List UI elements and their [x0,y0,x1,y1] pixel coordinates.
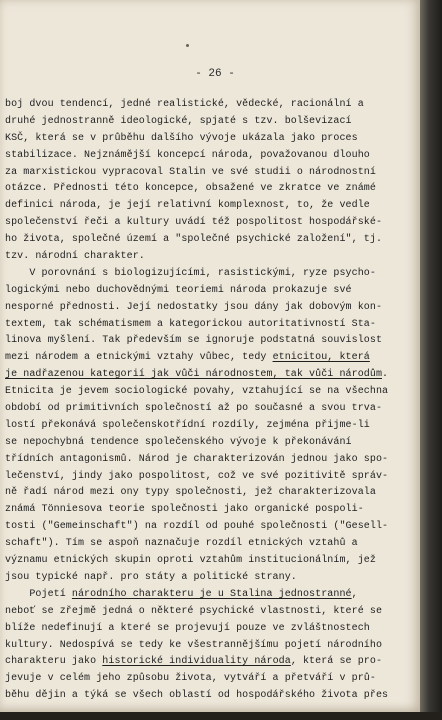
text-segment: společenství řeči a kultury uvádí též pospolitost hospodářské- [5,217,383,229]
text-segment: ho života, společné území a "společné psychické založení", tj. [5,234,383,246]
text-line [5,570,417,587]
text-segment: lostí překonává společenskotřídní rozdíly, zejména přijme-li [5,419,370,431]
text-line [5,114,417,131]
page-bottom-shadow [0,712,442,720]
text-segment: charakteru jako [5,656,103,668]
text-segment: linova myšlení. Tak především se ignoruje podstatná souvislost [5,335,383,347]
page-number: - 26 - [195,68,235,80]
text-line [5,181,417,198]
text-segment: tzv. národní charakter. [5,251,145,263]
text-segment: za marxistickou vypracoval Stalin ve své studii o národnostní [5,166,376,178]
text-segment: ně řadí národ mezi ony typy společnosti, jež charakterizovala [5,487,376,499]
text-segment: schaft"). Tím se aspoň naznačuje rozdíl etnických vztahů a [5,538,358,550]
text-line [5,266,417,283]
text-segment: lečenství, jindy jako pospolitost, což ve své pozitivitě správ- [5,470,389,482]
text-segment: mezi národem a etnickými vztahy vůbec, tedy [5,352,273,364]
text-segment: blíže nedefinují a které se projevují pouze ve zvláštnostech [5,622,370,634]
text-line [5,688,417,705]
text-segment: neboť se zřejmě jedná o některé psychické vlastnosti, které se [5,605,383,617]
text-line [5,536,417,553]
text-segment: , [351,588,358,600]
text-line [5,97,417,114]
text-line [5,198,417,215]
text-line [5,384,417,401]
text-line [5,317,417,334]
text-segment: nesporné přednosti. Její nedostatky jsou dány jak dobovým kon- [5,301,383,313]
text-line [5,469,417,486]
text-line [5,333,417,350]
text-segment: logickými nebo duchovědnými teoriemi národa prokazuje své [5,284,352,296]
text-segment: známá Tönniesova teorie společnosti jako organické pospoli- [5,504,364,516]
text-segment: stabilizace. Nejznámější koncepcí národa, považovanou dlouho [5,149,370,161]
text-line [5,654,417,671]
text-segment: textem, tak schématismem a kategorickou autoritativností Sta- [5,318,376,330]
text-segment: třídních antagonismů. Národ je charakterizován jednou jako spo- [5,453,389,465]
text-segment: otázce. Přednosti této koncepce, obsažené ve zkratce ve známé [5,183,376,195]
text-line [5,165,417,182]
text-segment: , která se pro- [290,656,383,668]
paper-speck [186,44,189,47]
text-line [5,587,417,604]
text-line [5,131,417,148]
text-segment: KSČ, která se v průběhu dalšího vývoje ukázala jako proces [5,132,358,144]
text-line [5,621,417,638]
text-segment: definici národa, je její relativní komplexnost, to, že vedle [5,200,370,212]
text-line [5,283,417,300]
text-line [5,435,417,452]
text-line [5,485,417,502]
text-segment: V porovnání s biologizujícími, rasistickými, ryze psycho- [5,267,376,279]
underlined-phrase: je nadřazenou kategorií jak vůči národnostem, tak vůči národům [5,369,383,381]
text-line [5,452,417,469]
text-line [5,553,417,570]
text-segment: jsou typické např. pro státy a politické strany. [5,571,297,583]
underlined-phrase: historické individuality národa [102,656,291,668]
text-segment: boj dvou tendencí, jedné realistické, vědecké, racionální a [5,99,364,110]
body-text [5,97,417,705]
text-line [5,418,417,435]
text-segment: období od primitivních společností až po současné a svou trva- [5,403,383,415]
text-line [5,671,417,688]
text-segment: druhé jednostranně ideologické, spjaté s tzv. bolševizací [5,115,352,127]
text-segment: se nepochybná tendence společenského vývoje k překonávání [5,436,352,448]
text-segment: . [382,369,389,381]
text-line [5,401,417,418]
text-segment: významu etnických skupin oproti vztahům institucionálním, jež [5,555,376,567]
text-segment: kultury. Nedospívá se tedy ke všestrannějšímu pojetí národního [5,639,383,651]
book-binding-edge [420,0,442,720]
underlined-phrase: etnicitou, která [272,352,370,364]
text-line [5,249,417,266]
text-line [5,148,417,165]
text-line [5,367,417,384]
text-line [5,215,417,232]
text-line [5,502,417,519]
text-line [5,300,417,317]
text-line [5,519,417,536]
text-segment: jevuje v celém jeho způsobu života, vytváří a přetváří v prů- [5,673,376,685]
underlined-phrase: národního charakteru je u Stalina jednostranné [71,588,352,600]
text-segment: Pojetí [5,588,72,600]
text-line [5,604,417,621]
text-segment: Etnicita je jevem sociologické povahy, vztahující se na všechna [5,386,389,398]
text-segment: tosti ("Gemeinschaft") na rozdíl od pouhé společnosti ("Gesell- [5,521,389,533]
text-line [5,638,417,655]
text-line [5,232,417,249]
text-line [5,350,417,367]
text-segment: běhu dějin a týká se všech oblastí od hospodářského života přes [5,690,389,702]
